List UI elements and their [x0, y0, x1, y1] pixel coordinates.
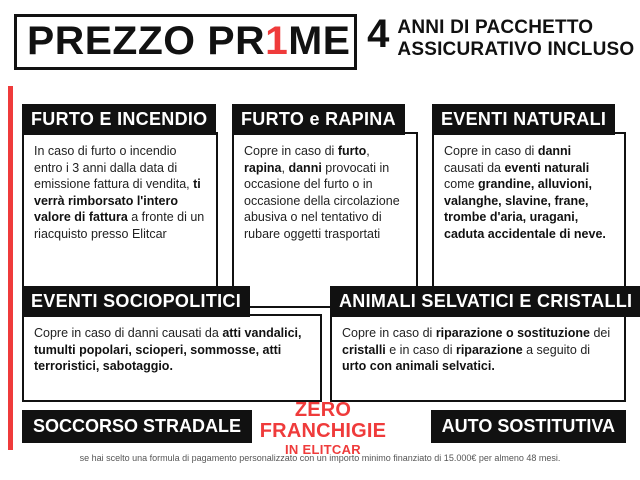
card-body: Copre in caso di danni causati da eventi naturali come grandine, alluvioni, valanghe, slavine, frane, trombe d'aria, uragani, caduta accidentale di neve.: [432, 132, 626, 308]
header-subtitle-group: [367, 14, 634, 61]
card-body: Copre in caso di danni causati da atti vandalici, tumulti popolari, scioperi, sommosse, atti terroristici, sabotaggio.: [22, 314, 322, 402]
zero-franchigie-callout: [248, 400, 398, 457]
card-furto-rapina: [232, 104, 418, 308]
card-eventi-naturali: [432, 104, 626, 308]
card-body: In caso di furto o incendio entro i 3 anni dalla data di emissione fattura di vendita, ti verrà rimborsato l'intero valore di fattura a fronte di un riacquisto presso Elitcar: [22, 132, 218, 308]
card-animali-cristalli: [330, 286, 633, 402]
header: [14, 12, 635, 80]
banner-auto-sostitutiva: AUTO SOSTITUTIVA: [431, 410, 626, 443]
card-eventi-sociopolitici: [22, 286, 322, 402]
card-furto-incendio: [22, 104, 218, 308]
brand-title-box: [14, 14, 357, 70]
card-title: EVENTI NATURALI: [432, 104, 615, 135]
zero-franchigie-line-2: IN ELITCAR: [285, 442, 361, 457]
header-subtitle-line-2: ASSICURATIVO INCLUSO: [397, 39, 635, 60]
zero-franchigie-line-1: ZERO FRANCHIGIE: [259, 399, 387, 442]
banner-soccorso-stradale: SOCCORSO STRADALE: [22, 410, 252, 443]
brand-one-digit: 1: [265, 19, 289, 63]
brand-prefix: PREZZO PR: [27, 19, 266, 63]
header-subtitle-line-1: ANNI DI PACCHETTO: [397, 17, 594, 38]
red-accent-bar: [8, 86, 13, 450]
card-title: EVENTI SOCIOPOLITICI: [22, 286, 250, 317]
card-title: FURTO E INCENDIO: [22, 104, 216, 135]
card-body: Copre in caso di riparazione o sostituzione dei cristalli e in caso di riparazione a seguito di urto con animali selvatici.: [330, 314, 626, 402]
card-body: Copre in caso di furto, rapina, danni provocati in occasione del furto o in occasione della circolazione abusiva o nel tentativo di rubare oggetti trasportati: [232, 132, 418, 308]
brand-suffix: ME: [288, 19, 351, 63]
card-title: ANIMALI SELVATICI E CRISTALLI: [330, 286, 640, 317]
card-title: FURTO e RAPINA: [232, 104, 405, 135]
header-subtitle-lines: [397, 16, 634, 61]
page-title: [27, 19, 350, 63]
years-number: 4: [367, 12, 390, 56]
footnote: se hai scelto una formula di pagamento personalizzato con un importo minimo finanziato di 15.000€ per almeno 48 mesi.: [79, 453, 561, 463]
